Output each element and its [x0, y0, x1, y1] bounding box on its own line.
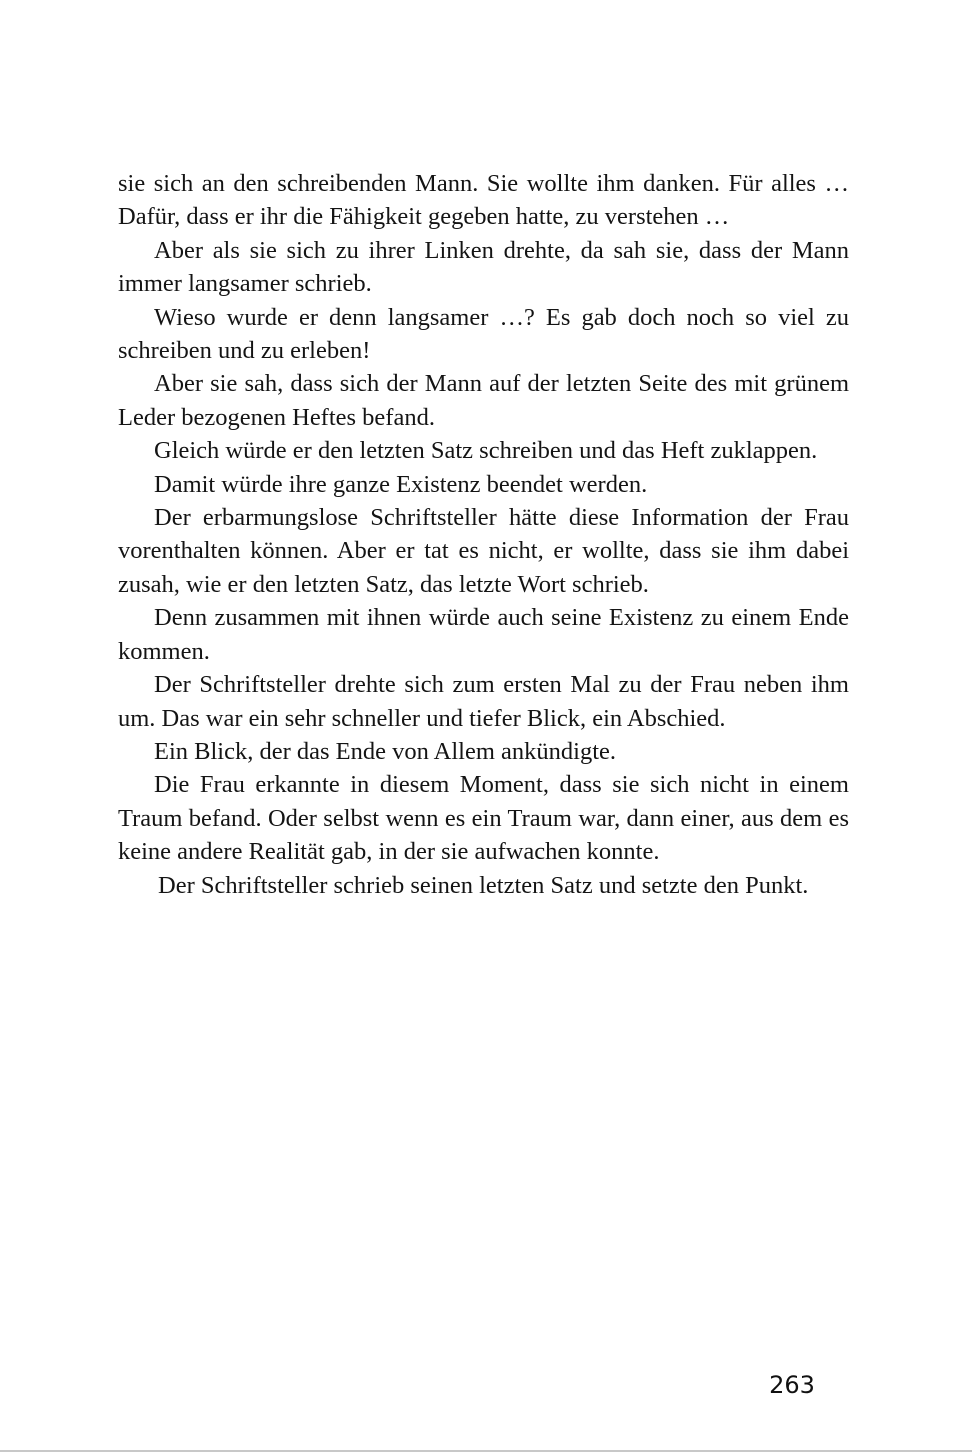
paragraph-8: Denn zusammen mit ihnen würde auch seine Existenz zu einem Ende kommen.	[118, 604, 849, 665]
paragraph-11: Die Frau erkannte in diesem Moment, dass sie sich nicht in einem Traum befand. Oder selbst wenn es ein Traum war, dann einer, aus dem es keine andere Realität gab, in der sie aufwachen konnte.	[118, 771, 849, 866]
body-text	[118, 167, 849, 902]
paragraph-10: Ein Blick, der das Ende von Allem ankündigte.	[154, 737, 617, 765]
paragraph-2: Aber als sie sich zu ihrer Linken drehte, da sah sie, dass der Mann immer langsamer schrieb.	[118, 236, 849, 298]
paragraph-7: Der erbarmungslose Schriftsteller hätte diese Information der Frau vorenthalten können. Aber er tat es nicht, er wollte, dass sie ihm dabei zusah, wie er den letzten Satz, das letzte Wort schrieb.	[118, 504, 849, 598]
paragraph-12: Der Schriftsteller schrieb seinen letzten Satz und setzte den Punkt.	[158, 871, 809, 899]
paragraph-6: Damit würde ihre ganze Existenz beendet werden.	[154, 470, 648, 498]
paragraph-5: Gleich würde er den letzten Satz schreiben und das Heft zuklappen.	[154, 437, 818, 465]
paragraph-1: sie sich an den schreibenden Mann. Sie wollte ihm danken. Für alles … Dafür, dass er ihr die Fähigkeit gegeben hatte, zu verstehen …	[118, 170, 849, 231]
paragraph-9: Der Schriftsteller drehte sich zum ersten Mal zu der Frau neben ihm um. Das war ein sehr schneller und tiefer Blick, ein Abschied.	[118, 671, 849, 732]
paragraph-4: Aber sie sah, dass sich der Mann auf der letzten Seite des mit grünem Leder bezogenen Heftes befand.	[118, 370, 849, 431]
page-number: 263	[769, 1371, 815, 1399]
paragraph-3: Wieso wurde er denn langsamer …? Es gab doch noch so viel zu schreiben und zu erleben!	[118, 303, 849, 365]
